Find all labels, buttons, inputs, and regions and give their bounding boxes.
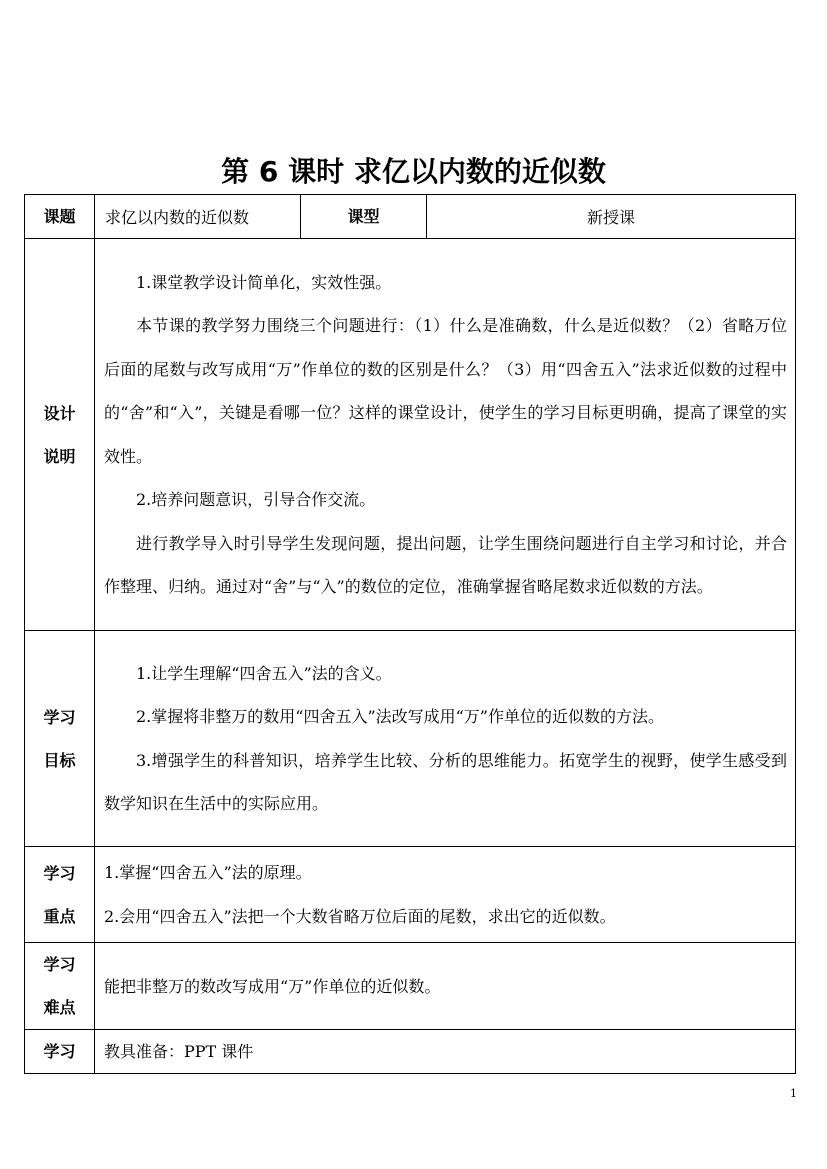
key-points-label <box>25 847 95 943</box>
goal-item: 1.让学生理解“四舍五入”法的含义。 <box>136 663 392 683</box>
key-points-row <box>25 847 796 943</box>
key-points-content <box>95 847 796 943</box>
design-row <box>25 239 796 631</box>
difficulties-content: 能把非整万的数改写成用“万”作单位的近似数。 <box>95 943 796 1030</box>
difficulties-label <box>25 943 95 1030</box>
difficulties-label-line2: 难点 <box>43 998 76 1017</box>
type-value: 新授课 <box>427 195 796 239</box>
type-label: 课型 <box>301 195 427 239</box>
header-row <box>25 195 796 239</box>
goals-content <box>95 631 796 847</box>
design-label <box>25 239 95 631</box>
difficulties-row <box>25 943 796 1030</box>
goal-item: 2.掌握将非整万的数用“四舍五入”法改写成用“万”作单位的近似数的方法。 <box>136 707 664 726</box>
design-paragraph-3: 2.培养问题意识，引导合作交流。 <box>136 490 376 509</box>
key-point-item: 1.掌握“四舍五入”法的原理。 <box>104 863 312 882</box>
design-label-line1: 设计 <box>43 403 76 423</box>
design-label-line2: 说明 <box>43 446 76 466</box>
prep-label: 学习 <box>25 1030 95 1074</box>
key-point-item: 2.会用“四舍五入”法把一个大数省略万位后面的尾数，求出它的近似数。 <box>104 906 616 926</box>
page-title: 第 6 课时 求亿以内数的近似数 <box>221 155 606 188</box>
design-paragraph-4: 进行教学导入时引导学生发现问题，提出问题，让学生围绕问题进行自主学习和讨论，并合作整理、归纳。通过对“舍”与“入”的数位的定位，准确掌握省略尾数求近似数的方法。 <box>104 533 787 596</box>
design-paragraph-2: 本节课的教学努力围绕三个问题进行：（1）什么是准确数，什么是近似数？（2）省略万位后面的尾数与改写成用“万”作单位的数的区别是什么？（3）用“四舍五入”法求近似数的过程中的“舍”和“入”，关键是看哪一位？这样的课堂设计，使学生的学习目标更明确，提高了课堂的实效性。 <box>104 316 787 466</box>
design-paragraph-1: 1.课堂教学设计简单化，实效性强。 <box>136 272 392 292</box>
prep-content: 教具准备：PPT 课件 <box>95 1030 796 1074</box>
goals-label-line1: 学习 <box>43 707 76 727</box>
design-content <box>95 239 796 631</box>
difficulties-label-line1: 学习 <box>43 955 76 974</box>
topic-label: 课题 <box>25 195 95 239</box>
goal-item: 3.增强学生的科普知识，培养学生比较、分析的思维能力。拓宽学生的视野，使学生感受到数学知识在生活中的实际应用。 <box>104 750 787 813</box>
goals-label-line2: 目标 <box>43 750 76 770</box>
goals-label <box>25 631 95 847</box>
page-number: 1 <box>790 1087 797 1100</box>
key-points-label-line1: 学习 <box>43 863 76 883</box>
prep-row <box>25 1030 796 1074</box>
topic-value: 求亿以内数的近似数 <box>95 195 301 239</box>
key-points-label-line2: 重点 <box>43 906 76 926</box>
lesson-plan-table <box>24 194 796 1074</box>
goals-row <box>25 631 796 847</box>
